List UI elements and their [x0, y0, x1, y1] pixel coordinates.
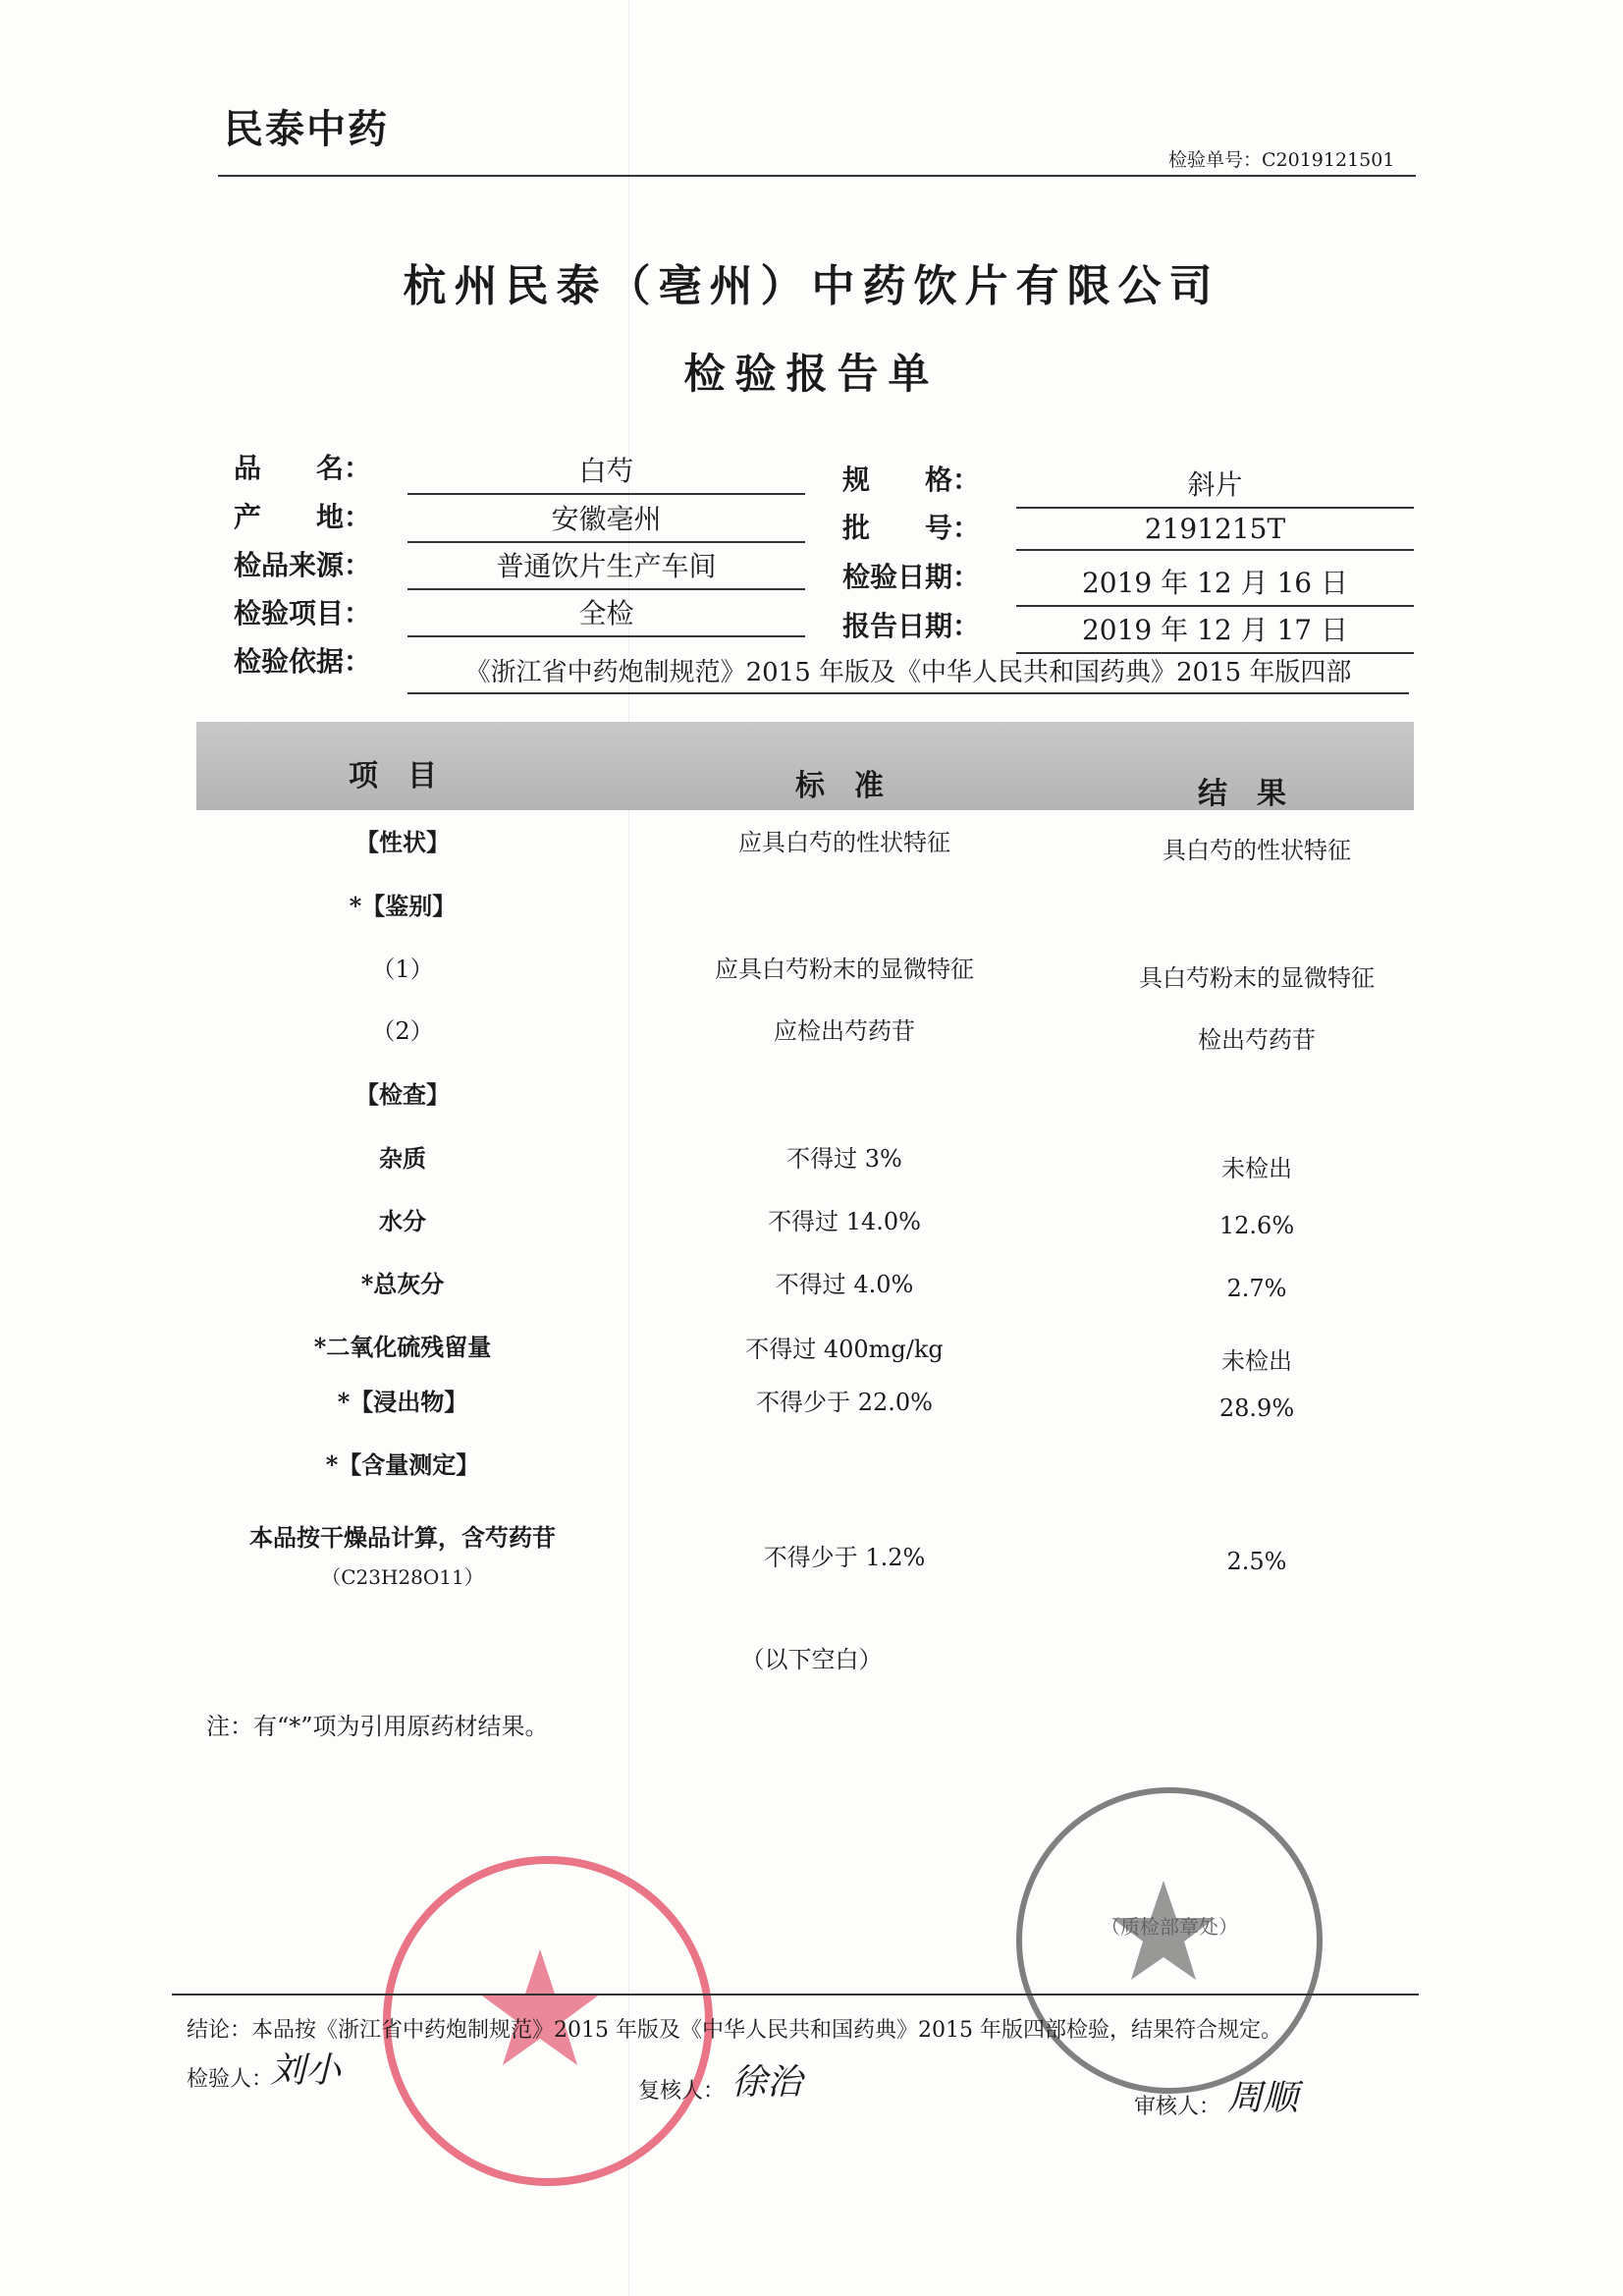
row-res-appearance: 具白芍的性状特征 [1163, 837, 1351, 864]
results-table-header [196, 722, 1414, 810]
spec-label: 规 格： [842, 464, 981, 496]
sample-source: 普通饮片生产车间 [407, 545, 805, 590]
batch-label: 批 号： [842, 512, 981, 544]
company-name: 杭州民泰（亳州）中药饮片有限公司 [403, 261, 1220, 311]
header-item: 项目 [349, 759, 466, 793]
report-date-label: 报告日期： [842, 610, 981, 642]
name-label: 品 名： [234, 452, 372, 484]
source-label: 检品来源： [234, 549, 372, 581]
row-std-ash: 不得过 4.0% [775, 1271, 914, 1298]
item-label: 检验项目： [234, 597, 372, 629]
company-logo: 民泰中药 [224, 106, 389, 152]
row-std-impurity: 不得过 3% [786, 1145, 902, 1173]
row-item-assay: *【含量测定】 [325, 1450, 480, 1479]
inspector-label: 检验人： [187, 2067, 274, 2092]
conclusion: 结论：本品按《浙江省中药炮制规范》2015 年版及《中华人民共和国药典》2015 年版四部检验，结果符合规定。 [187, 2018, 1282, 2043]
row-item-impurity: 杂质 [379, 1144, 426, 1173]
row-std-extract: 不得少于 22.0% [756, 1389, 933, 1416]
row-res-impurity: 未检出 [1221, 1155, 1292, 1182]
row-item-ident-1: （1） [371, 956, 434, 983]
batch-number: 2191215T [1016, 513, 1414, 551]
conclusion-divider [172, 1994, 1419, 1995]
test-date: 2019 年 12 月 16 日 [1016, 562, 1414, 607]
footnote: 注：有“*”项为引用原药材结果。 [206, 1713, 549, 1740]
row-std-so2: 不得过 400mg/kg [745, 1336, 944, 1363]
row-item-moisture: 水分 [379, 1207, 426, 1235]
row-item-ident-2: （2） [371, 1017, 434, 1045]
row-item-inspection: 【检查】 [355, 1080, 450, 1109]
inspector-signature: 刘小 [270, 2050, 342, 2091]
header-result: 结果 [1198, 777, 1316, 811]
product-origin: 安徽亳州 [407, 498, 805, 543]
header-standard: 标准 [795, 769, 913, 803]
gray-seal [1016, 1787, 1323, 2094]
row-item-so2: *二氧化硫残留量 [313, 1333, 492, 1361]
row-std-paeoniflorin: 不得少于 1.2% [763, 1544, 926, 1571]
specification: 斜片 [1016, 464, 1414, 509]
test-date-label: 检验日期： [842, 561, 981, 593]
row-res-ash: 2.7% [1226, 1275, 1287, 1302]
reviewer-label: 复核人： [638, 2079, 726, 2104]
row-res-paeoniflorin: 2.5% [1226, 1548, 1287, 1575]
document-title: 检验报告单 [683, 350, 940, 398]
report-number: 检验单号：C2019121501 [1168, 149, 1395, 171]
row-std-moisture: 不得过 14.0% [768, 1208, 921, 1235]
inspection-basis: 《浙江省中药炮制规范》2015 年版及《中华人民共和国药典》2015 年版四部 [407, 652, 1409, 694]
row-item-ash: *总灰分 [360, 1270, 445, 1298]
approver-signature: 周顺 [1227, 2078, 1299, 2118]
blank-marker: （以下空白） [740, 1646, 883, 1673]
report-date: 2019 年 12 月 17 日 [1016, 609, 1414, 654]
row-item-identification: *【鉴别】 [349, 892, 457, 920]
row-res-ident-1: 具白芍粉末的显微特征 [1139, 964, 1375, 992]
row-std-ident-2: 应检出芍药苷 [774, 1017, 915, 1045]
row-std-appearance: 应具白芍的性状特征 [738, 829, 950, 856]
approver-label: 审核人： [1134, 2095, 1221, 2119]
row-std-ident-1: 应具白芍粉末的显微特征 [715, 956, 974, 983]
reviewer-signature: 徐治 [731, 2062, 803, 2103]
inspection-item: 全检 [407, 592, 805, 637]
row-res-extract: 28.9% [1218, 1394, 1295, 1422]
origin-label: 产 地： [234, 501, 372, 533]
row-item-appearance: 【性状】 [355, 828, 450, 856]
row-res-ident-2: 检出芍药苷 [1198, 1026, 1316, 1054]
row-item-paeoniflorin: 本品按干燥品计算，含芍药苷 [249, 1523, 556, 1552]
header-divider [218, 175, 1416, 177]
formula: （C23H28O11） [321, 1565, 484, 1589]
product-name: 白芍 [407, 450, 805, 495]
row-item-extract: *【浸出物】 [337, 1388, 468, 1416]
basis-label: 检验依据： [234, 645, 372, 678]
row-res-so2: 未检出 [1221, 1347, 1292, 1375]
gray-seal-note: （质检部章处） [1101, 1915, 1238, 1939]
row-res-moisture: 12.6% [1218, 1212, 1295, 1239]
